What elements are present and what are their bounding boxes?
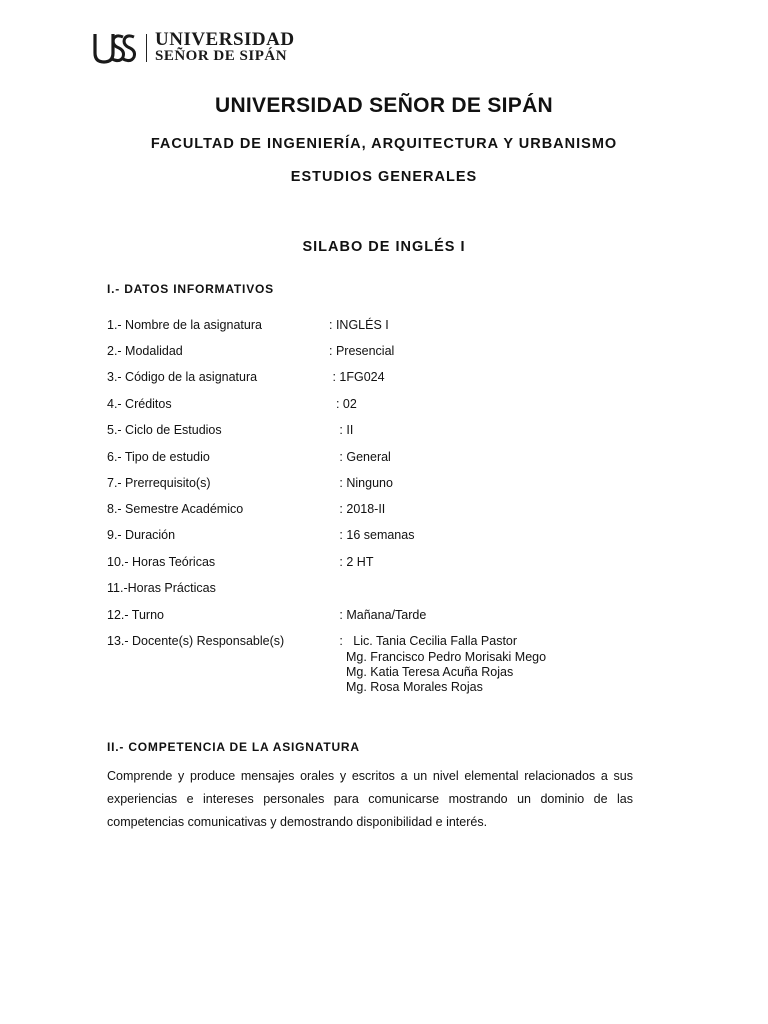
row-label: 11.-Horas Prácticas (107, 581, 216, 595)
row-label: 4.- Créditos (107, 397, 172, 411)
department-title: ESTUDIOS GENERALES (290, 169, 478, 185)
info-row-9 (107, 528, 414, 543)
info-row-2 (107, 344, 394, 359)
info-row-11 (107, 581, 329, 596)
info-row-10 (107, 555, 373, 570)
university-title: UNIVERSIDAD SEÑOR DE SIPÁN (214, 94, 554, 117)
row-label: 12.- Turno (107, 608, 164, 622)
row-value: : Lic. Tania Cecilia Falla Pastor (329, 634, 518, 648)
row-label: 7.- Prerrequisito(s) (107, 476, 211, 490)
row-label: 2.- Modalidad (107, 344, 183, 358)
university-logo (92, 30, 295, 66)
row-value: : 2 HT (329, 555, 374, 569)
row-value: : INGLÉS I (329, 318, 389, 332)
row-value: : Ninguno (329, 476, 393, 490)
logo-line-1: UNIVERSIDAD (155, 29, 295, 50)
row-value: : Mañana/Tarde (329, 608, 427, 622)
row-value: : 02 (329, 397, 357, 411)
info-row-3 (107, 370, 385, 385)
teacher-name: Mg. Rosa Morales Rojas (346, 680, 483, 694)
row-label: 5.- Ciclo de Estudios (107, 423, 222, 437)
info-row-1 (107, 318, 389, 333)
info-row-5 (107, 423, 353, 438)
info-row-7 (107, 476, 393, 491)
info-row-12 (107, 608, 426, 623)
row-label: 6.- Tipo de estudio (107, 450, 210, 464)
row-value: : 1FG024 (329, 370, 385, 384)
row-value: : 16 semanas (329, 528, 415, 542)
info-row-6 (107, 450, 391, 465)
info-row-8 (107, 502, 385, 517)
teacher-name: Mg. Francisco Pedro Morisaki Mego (346, 650, 547, 664)
row-value: : II (329, 423, 354, 437)
logo-wordmark (155, 31, 295, 65)
row-label: 9.- Duración (107, 528, 176, 542)
teacher-name: Mg. Katia Teresa Acuña Rojas (346, 665, 514, 679)
info-row-4 (107, 397, 357, 412)
logo-line-2: SEÑOR DE SIPÁN (155, 48, 288, 64)
section-2-heading: II.- COMPETENCIA DE LA ASIGNATURA (107, 740, 360, 754)
row-label: 1.- Nombre de la asignatura (107, 318, 262, 332)
row-label: 3.- Código de la asignatura (107, 370, 258, 384)
row-label: 13.- Docente(s) Responsable(s) (107, 634, 285, 648)
info-row-13 (107, 634, 517, 649)
row-label: 8.- Semestre Académico (107, 502, 244, 516)
faculty-title: FACULTAD DE INGENIERÍA, ARQUITECTURA Y URBANISMO (150, 136, 618, 152)
row-label: 10.- Horas Teóricas (107, 555, 216, 569)
uss-monogram-icon (92, 31, 136, 65)
row-value: : 2018-II (329, 502, 386, 516)
row-value: : Presencial (329, 344, 395, 358)
competence-paragraph: Comprende y produce mensajes orales y escritos a un nivel elemental relacionados a sus experiencias e intereses personales para comunicarse mostrando un dominio de las competencias comunicativas y demostrando disponibilidad e interés. (107, 769, 633, 829)
document-title: SILABO DE INGLÉS I (302, 239, 466, 255)
row-value: : General (329, 450, 391, 464)
logo-divider (146, 34, 147, 62)
section-1-heading: I.- DATOS INFORMATIVOS (107, 282, 274, 296)
